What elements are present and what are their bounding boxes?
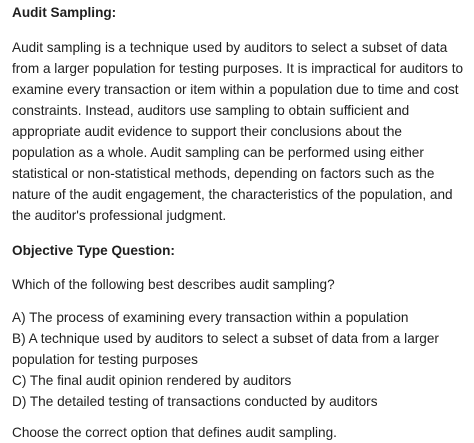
option-c: C) The final audit opinion rendered by auditors [12, 373, 292, 388]
option-b: B) A technique used by auditors to select a subset of data from a larger population for testing purposes [12, 331, 439, 367]
option-a: A) The process of examining every transaction within a population [12, 310, 409, 325]
section-heading: Audit Sampling: [12, 5, 117, 20]
instruction-text: Choose the correct option that defines audit sampling. [12, 425, 337, 440]
question-heading: Objective Type Question: [12, 243, 175, 258]
options-list [12, 307, 466, 412]
option-d: D) The detailed testing of transactions conducted by auditors [12, 394, 378, 409]
question-text: Which of the following best describes audit sampling? [12, 277, 335, 292]
intro-paragraph: Audit sampling is a technique used by auditors to select a subset of data from a larger population for testing purposes. It is impractical for auditors to examine every transaction or item within a population due to time and cost constraints. Instead, auditors use sampling to obtain sufficient and appropriate audit evidence to support their conclusions about the population as a whole. Audit sampling can be performed using either statistical or non-statistical methods, depending on factors such as the nature of the audit engagement, the characteristics of the population, and the auditor's professional judgment. [12, 40, 464, 223]
